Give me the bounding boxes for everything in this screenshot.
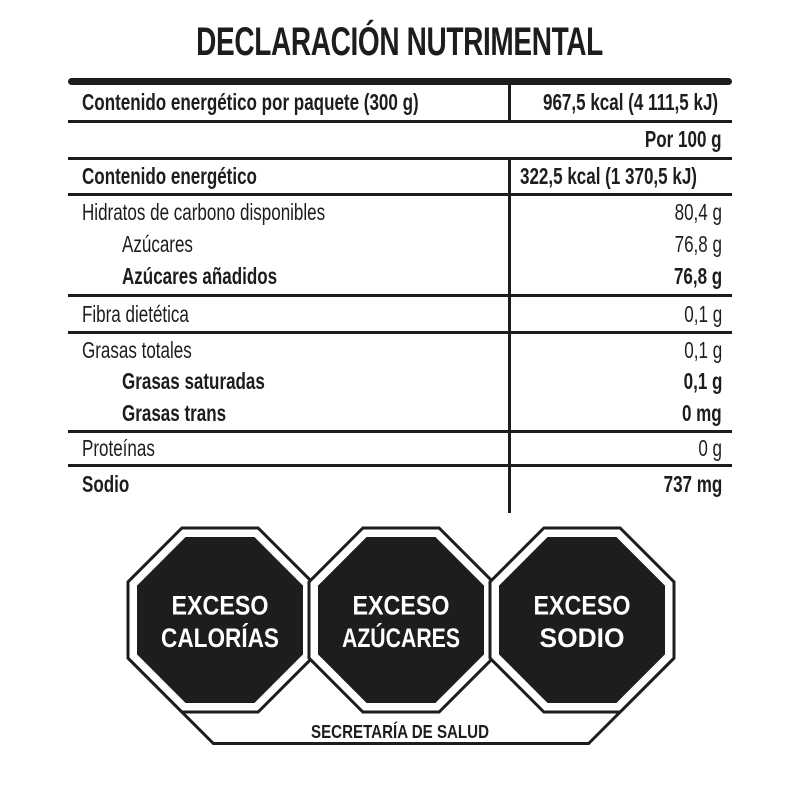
table-row-carbohydrates bbox=[68, 196, 732, 229]
table-row-fiber bbox=[68, 297, 732, 331]
row-value: 0 g bbox=[698, 435, 722, 461]
row-label: Sodio bbox=[82, 470, 130, 497]
table-row-per-100g-header bbox=[68, 123, 732, 157]
seal-sugars-line1: EXCESO bbox=[352, 590, 450, 621]
row-label: Azúcares añadidos bbox=[122, 263, 278, 289]
table-row-total-fat bbox=[68, 334, 732, 366]
seal-sodium-line1: EXCESO bbox=[533, 590, 631, 621]
seal-calories-line2: CALORÍAS bbox=[161, 623, 302, 653]
row-label: Grasas totales bbox=[82, 336, 192, 363]
table-row-energy-per-package bbox=[68, 85, 732, 120]
table-row-protein bbox=[68, 433, 732, 464]
secretaria-de-salud-label: SECRETARÍA DE SALUD bbox=[311, 721, 489, 742]
row-value: 322,5 kcal (1 370,5 kJ) bbox=[520, 163, 697, 189]
table-row-saturated-fat bbox=[68, 366, 732, 397]
table-row-sodium bbox=[68, 467, 732, 501]
column-divider bbox=[508, 160, 511, 513]
row-label: Contenido energético bbox=[82, 163, 257, 189]
row-value: 0,1 g bbox=[684, 336, 722, 363]
seal-sugars-line2: AZÚCARES bbox=[342, 623, 493, 653]
row-value: 0,1 g bbox=[683, 368, 722, 394]
row-value: 0 mg bbox=[682, 400, 722, 426]
row-label: Azúcares bbox=[122, 230, 193, 257]
row-label: Contenido energético por paquete (300 g) bbox=[82, 89, 419, 115]
row-value: 76,8 g bbox=[674, 230, 722, 257]
table-top-bar bbox=[68, 78, 732, 85]
column-divider bbox=[508, 85, 511, 123]
page-title bbox=[0, 20, 800, 64]
row-label: Hidratos de carbono disponibles bbox=[82, 199, 326, 225]
row-value: 737 mg bbox=[663, 470, 722, 497]
table-row-trans-fat bbox=[68, 397, 732, 430]
nutrition-table bbox=[68, 78, 732, 513]
row-value: Por 100 g bbox=[645, 126, 722, 152]
table-row-added-sugars bbox=[68, 259, 732, 294]
table-row-sugars bbox=[68, 229, 732, 259]
row-value: 80,4 g bbox=[674, 199, 722, 225]
row-label: Grasas trans bbox=[122, 400, 227, 426]
table-row-energy-per-100g bbox=[68, 160, 732, 193]
row-label: Fibra dietética bbox=[82, 300, 189, 327]
warning-seals bbox=[90, 515, 710, 762]
page-title-text: DECLARACIÓN NUTRIMENTAL bbox=[196, 20, 604, 64]
row-label: Proteínas bbox=[82, 435, 155, 461]
row-value: 76,8 g bbox=[673, 263, 722, 289]
row-label: Grasas saturadas bbox=[122, 368, 265, 394]
seal-calories-line1: EXCESO bbox=[171, 590, 269, 621]
row-value: 0,1 g bbox=[684, 300, 722, 327]
row-value: 967,5 kcal (4 111,5 kJ) bbox=[542, 89, 719, 115]
seal-sodium-line2: SODIO bbox=[539, 623, 625, 653]
